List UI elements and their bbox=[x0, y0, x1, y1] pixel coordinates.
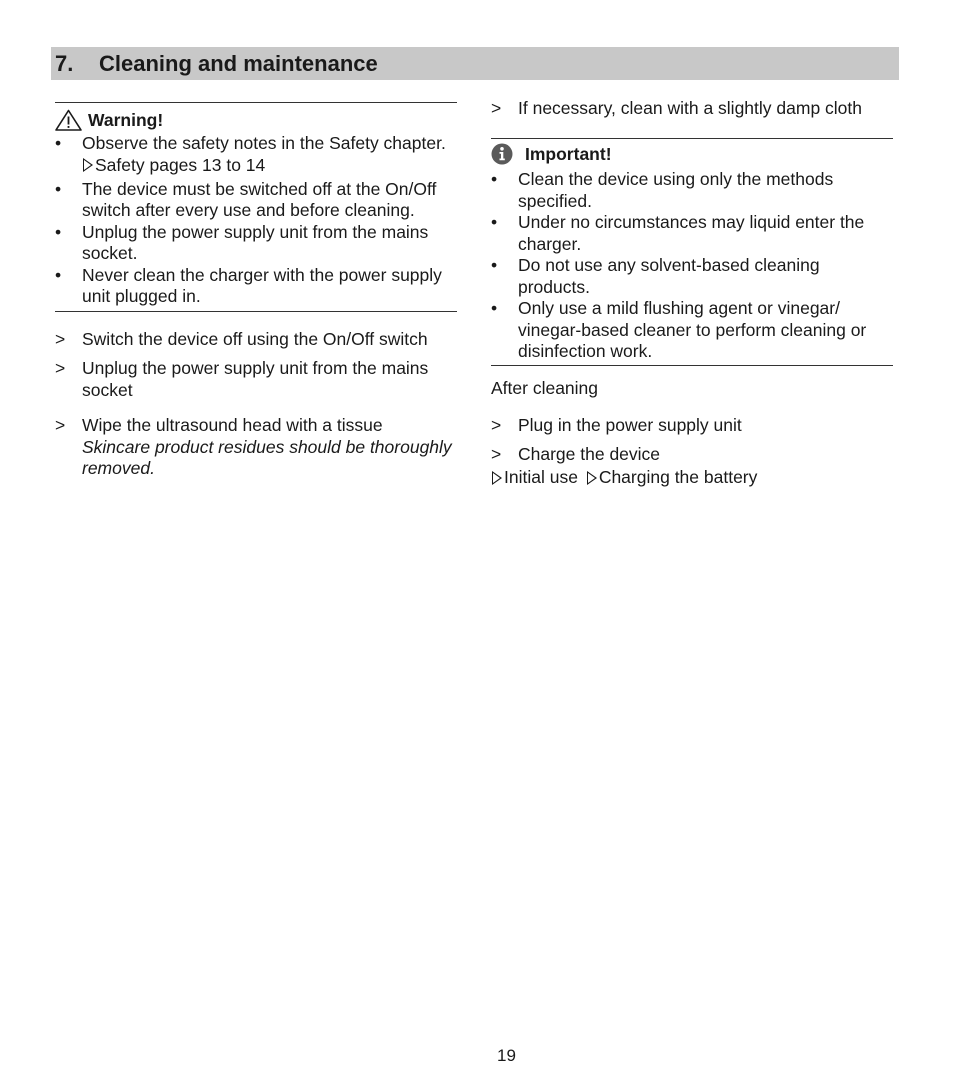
step-marker: > bbox=[55, 329, 66, 349]
cross-reference-text: Charging the battery bbox=[598, 467, 758, 487]
section-header bbox=[51, 47, 899, 80]
cross-reference-text: Safety pages 13 to 14 bbox=[95, 154, 266, 175]
step-marker: > bbox=[491, 415, 502, 435]
step-text: Switch the device off using the On/Off switch bbox=[82, 329, 428, 349]
step-note: Skincare product residues should be thoroughly removed. bbox=[82, 436, 452, 478]
bullet: • bbox=[55, 221, 62, 242]
warning-bottom-rule bbox=[55, 311, 457, 312]
list-item bbox=[491, 298, 886, 363]
step-item bbox=[55, 329, 487, 351]
after-cleaning-heading: After cleaning bbox=[491, 378, 599, 398]
list-item bbox=[491, 169, 886, 212]
page-number: 19 bbox=[497, 1046, 516, 1065]
important-item-text: Only use a mild flushing agent or vinegar/ vinegar-based cleaner to perform cleaning or disinfection work. bbox=[518, 298, 867, 361]
cross-reference bbox=[82, 155, 265, 177]
reference-arrow-icon bbox=[492, 471, 502, 485]
warning-item-text: Unplug the power supply unit from the mains socket. bbox=[82, 221, 429, 264]
section-number: 7. bbox=[55, 51, 74, 76]
important-heading bbox=[491, 143, 612, 165]
warning-top-rule bbox=[55, 102, 457, 103]
bullet: • bbox=[491, 212, 498, 232]
bullet: • bbox=[491, 169, 498, 189]
step-marker: > bbox=[491, 98, 502, 118]
warning-item-text: The device must be switched off at the On/Off switch after every use and before cleaning. bbox=[82, 178, 437, 221]
list-item bbox=[55, 179, 460, 222]
important-bottom-rule bbox=[491, 365, 893, 366]
reference-arrow-icon bbox=[83, 158, 93, 172]
cross-reference-text: Initial use bbox=[504, 467, 578, 487]
step-item bbox=[491, 444, 918, 466]
info-icon bbox=[491, 143, 513, 165]
list-item bbox=[55, 222, 460, 265]
warning-heading-text: Warning! bbox=[88, 109, 164, 130]
important-item-text: Do not use any solvent-based cleaning products. bbox=[518, 255, 820, 297]
step-item bbox=[55, 358, 482, 401]
step-item bbox=[55, 415, 497, 480]
cross-reference bbox=[586, 467, 758, 489]
warning-list bbox=[55, 133, 460, 308]
important-heading-text: Important! bbox=[525, 143, 612, 164]
cross-reference bbox=[491, 467, 578, 489]
reference-arrow-icon bbox=[587, 471, 597, 485]
step-item bbox=[491, 98, 918, 120]
step-text: Plug in the power supply unit bbox=[518, 415, 742, 435]
step-text: Unplug the power supply unit from the mains socket bbox=[82, 358, 429, 400]
important-list bbox=[491, 169, 886, 363]
warning-heading bbox=[55, 109, 163, 131]
step-text: If necessary, clean with a slightly damp cloth bbox=[518, 98, 863, 118]
important-item-text: Clean the device using only the methods specified. bbox=[518, 169, 834, 211]
step-marker: > bbox=[55, 415, 66, 435]
bullet: • bbox=[491, 298, 498, 318]
warning-item-text: Observe the safety notes in the Safety chapter. bbox=[82, 133, 446, 153]
after-cleaning-references bbox=[491, 467, 891, 490]
important-top-rule bbox=[491, 138, 893, 139]
step-text: Charge the device bbox=[518, 444, 661, 464]
list-item bbox=[55, 133, 460, 178]
step-text: Wipe the ultrasound head with a tissue bbox=[82, 415, 383, 435]
bullet: • bbox=[491, 255, 498, 275]
warning-item-text: Never clean the charger with the power supply unit plugged in. bbox=[82, 264, 442, 307]
list-item bbox=[55, 265, 460, 308]
list-item bbox=[491, 212, 886, 255]
list-item bbox=[491, 255, 886, 298]
step-item bbox=[491, 415, 918, 437]
bullet: • bbox=[55, 133, 62, 153]
section-title: Cleaning and maintenance bbox=[99, 51, 378, 76]
step-marker: > bbox=[491, 444, 502, 464]
bullet: • bbox=[55, 178, 62, 199]
warning-triangle-icon bbox=[55, 109, 82, 131]
step-marker: > bbox=[55, 358, 66, 378]
important-item-text: Under no circumstances may liquid enter the charger. bbox=[518, 212, 865, 254]
bullet: • bbox=[55, 264, 62, 285]
